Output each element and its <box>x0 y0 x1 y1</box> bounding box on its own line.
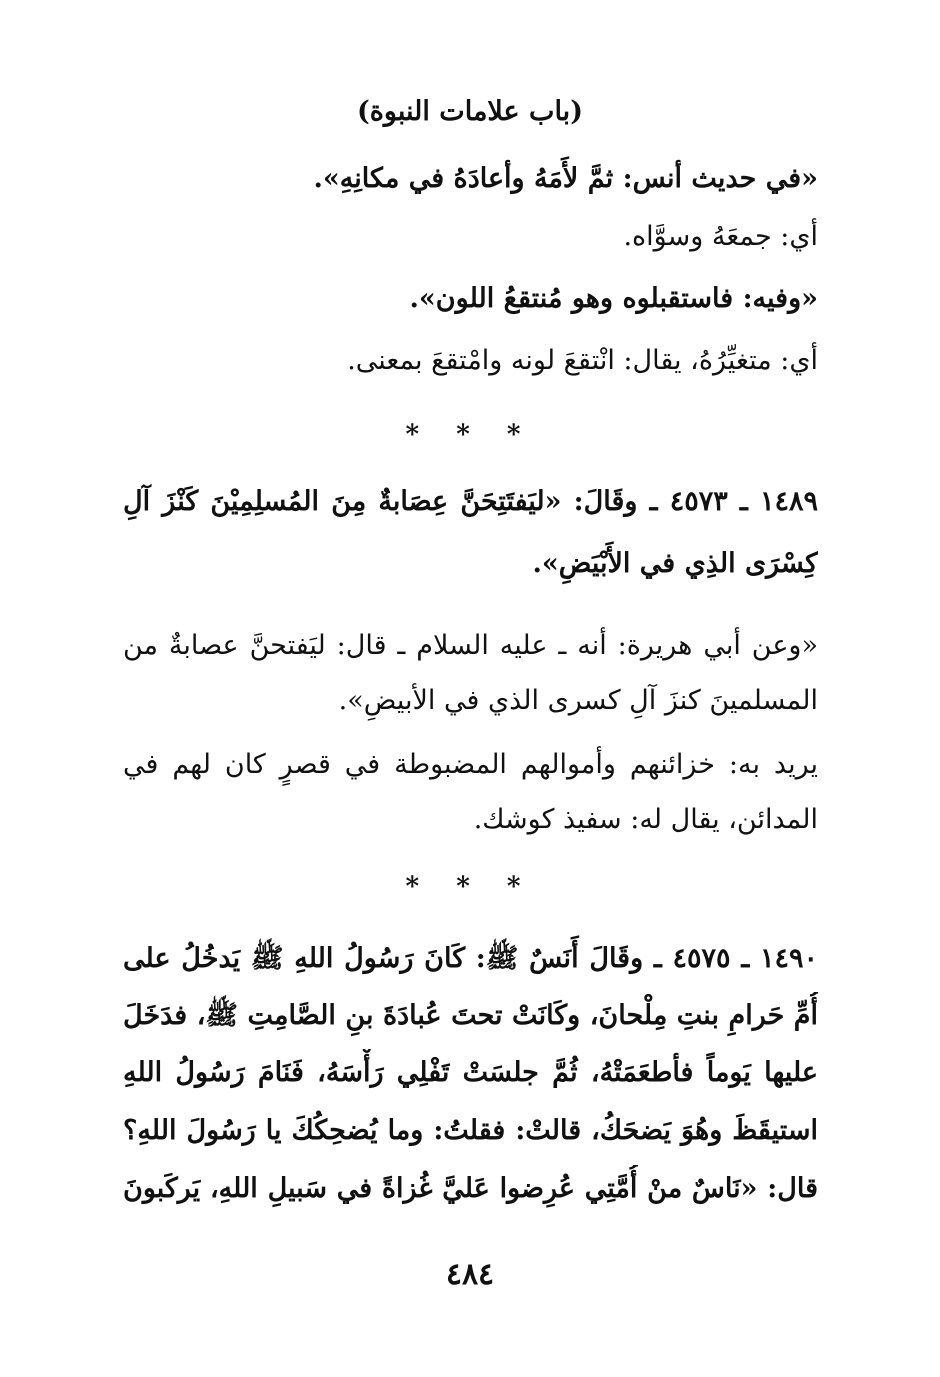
chapter-heading: (باب علامات النبوة) <box>357 96 583 127</box>
commentary-line-3: يريد به: خزائنهم وأموالهم المضبوطة في قصرٍ كان لهم في <box>123 749 818 780</box>
hadith-1490-line-1: ١٤٩٠ ـ ٤٥٧٥ ـ وقَالَ أَنَسٌ ﷺ: كَانَ رَسُولُ اللهِ ﷺ يَدخُلُ على <box>123 943 818 974</box>
hadith-1489-line-2: كِسْرَى الذِي في الأَبْيَضِ». <box>532 548 818 579</box>
section-separator-1: * * * <box>405 420 535 450</box>
commentary-line-2: المسلمينَ كنزَ آلِ كسرى الذي في الأبيضِ». <box>338 685 818 716</box>
hadith-1490-line-2: أُمِّ حَرامِ بنتِ مِلْحانَ، وكَانَتْ تحتَ عُبادَةَ بنِ الصَّامِتِ ﷺ، فدَخَلَ <box>123 1000 818 1031</box>
commentary-line-1: «وعن أبي هريرة: أنه ـ عليه السلام ـ قال: ليَفتحنَّ عصابةٌ من <box>123 630 818 661</box>
hadith-1490-line-4: استيقَظَ وهُوَ يَضحَكُ، قالتْ: فقلتُ: وما يُضحِكُكَ يا رَسُولَ اللهِ؟ <box>123 1115 818 1146</box>
section-separator-2: * * * <box>405 872 535 902</box>
hadith-1489-line-1: ١٤٨٩ ـ ٤٥٧٣ ـ وقَالَ: «ليَفتَتِحَنَّ عِصَابةٌ مِنَ المُسلِمِيْنَ كَنْزَ آلِ <box>123 486 818 517</box>
text-line-4: أي: متغيِّرُهُ، يقال: انْتقعَ لونه وامْتقعَ بمعنى. <box>347 345 818 376</box>
text-line-1: «في حديث أنس: ثمَّ لأَمَهُ وأعادَهُ في مكانِهِ». <box>313 163 818 194</box>
text-line-2: أي: جمعَهُ وسوَّاه. <box>623 221 818 252</box>
text-line-3: «وفيه: فاستقبلوه وهو مُنتقعُ اللون». <box>409 283 818 314</box>
page-number: ٤٨٤ <box>445 1257 495 1292</box>
commentary-line-4: المدائن، يقال له: سفيذ كوشك. <box>473 804 818 835</box>
hadith-1490-line-5: قال: «نَاسٌ منْ أُمَّتِي عُرِضوا عَليَّ غُزاةً في سَبيلِ اللهِ، يَركَبونَ <box>123 1173 818 1204</box>
hadith-1490-line-3: عليها يَوماً فأطعَمَتْهُ، ثُمَّ جلسَتْ تَفْلِي رَأْسَهُ، فَنَامَ رَسُولُ اللهِ <box>123 1057 818 1088</box>
